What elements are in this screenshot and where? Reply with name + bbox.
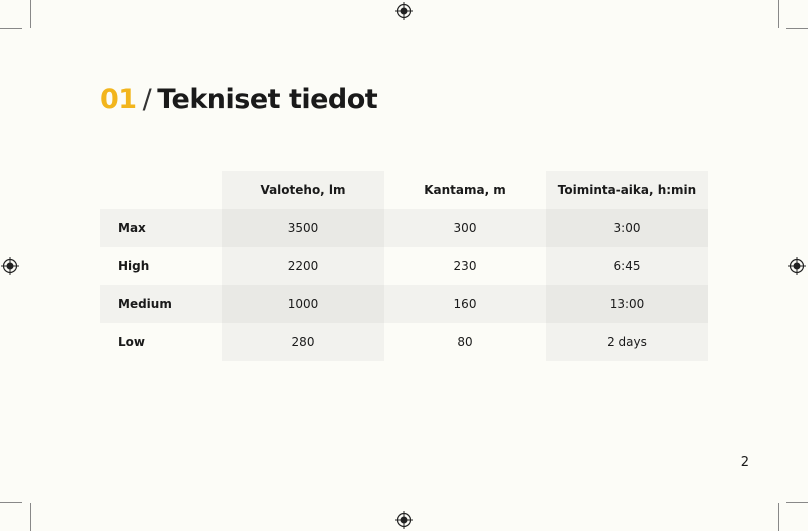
table-cell: 2200 [222,247,384,285]
table-cell: 280 [222,323,384,361]
table-cell: 6:45 [546,247,708,285]
crop-mark [786,502,808,503]
registration-mark-icon [394,1,414,21]
crop-mark [30,503,31,531]
table-row [100,285,708,323]
table-cell: 300 [453,221,477,235]
page-number: 2 [740,455,749,470]
title-separator: / [142,84,152,115]
row-label: Low [118,335,145,349]
table-cell: 1000 [222,285,384,323]
table-row [100,323,708,361]
table-row [100,247,708,285]
header-cell-empty [100,171,222,209]
row-label: Max [118,221,146,235]
table-header-row [100,171,708,209]
table-cell: 13:00 [546,285,708,323]
crop-mark [0,28,22,29]
row-label: High [118,259,150,273]
crop-mark [0,502,22,503]
crop-mark [778,0,779,28]
registration-mark-icon [0,256,20,276]
row-label: Medium [118,297,172,311]
spec-table [100,171,708,361]
table-cell: 160 [453,297,477,311]
table-cell: 2 days [546,323,708,361]
registration-mark-icon [394,510,414,530]
header-cell-runtime: Toiminta-aika, h:min [546,171,708,209]
header-cell-light-output: Valoteho, lm [222,171,384,209]
section-title: Tekniset tiedot [157,84,378,115]
table-cell: 3500 [222,209,384,247]
header-cell-range: Kantama, m [424,183,506,197]
registration-mark-icon [787,256,807,276]
crop-mark [786,28,808,29]
crop-mark [30,0,31,28]
section-number: 01 [100,84,137,115]
page-title [100,84,377,115]
table-cell: 3:00 [546,209,708,247]
crop-mark [778,503,779,531]
table-cell: 230 [453,259,477,273]
table-row [100,209,708,247]
table-cell: 80 [457,335,473,349]
